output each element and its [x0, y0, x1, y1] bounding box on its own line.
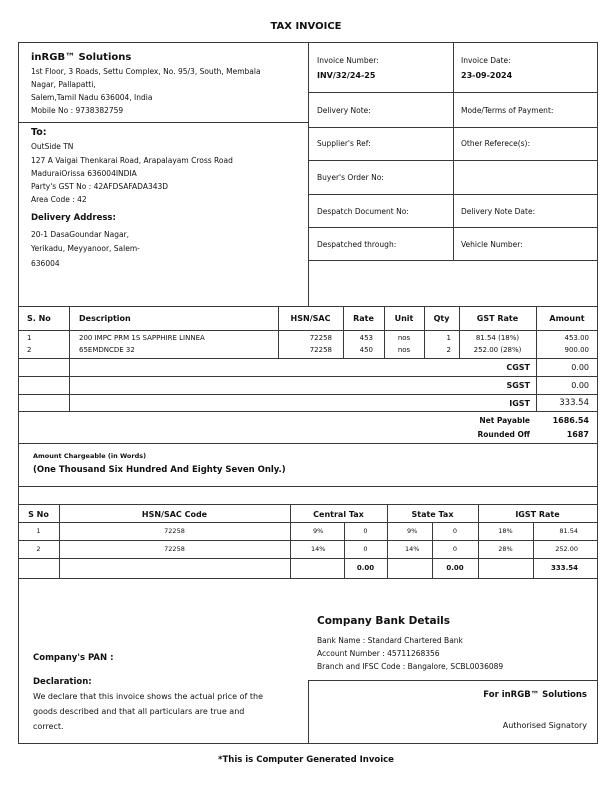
state-amount: 0: [452, 527, 458, 535]
seller-address-line: 1st Floor, 3 Roads, Settu Complex, No. 95/3, South, Membala: [31, 67, 261, 76]
col-header-rate: Rate: [353, 314, 374, 323]
other-refs-label: Other Referece(s):: [461, 139, 530, 148]
delivery-note-date-label: Delivery Note Date:: [461, 207, 536, 216]
col-header-amount: Amount: [549, 314, 585, 323]
delivery-address-line: 636004: [31, 259, 60, 268]
seller-address-line: Nagar, Pallapatti,: [31, 80, 96, 89]
rounded-off-value: 1687: [566, 430, 589, 439]
items-col-line: [69, 306, 70, 411]
item-description: 200 IMPC PRM 1S SAPPHIRE LINNEA: [79, 334, 205, 342]
item-hsn: 72258: [309, 334, 332, 342]
meta-row-line: [308, 194, 598, 195]
igst-amount: 81.54: [559, 527, 578, 535]
col-header-qty: Qty: [433, 314, 450, 323]
state-amount: 0: [452, 545, 458, 553]
sgst-label: SGST: [506, 381, 530, 390]
for-company-label: For inRGB™ Solutions: [483, 690, 587, 700]
state-total: 0.00: [446, 564, 464, 572]
hsn-sno: 1: [36, 527, 41, 535]
hsn-row-line: [18, 540, 598, 541]
item-rate: 453: [359, 334, 373, 342]
border-right: [597, 42, 598, 744]
delivery-note-label: Delivery Note:: [317, 106, 371, 115]
col-header-gst-rate: GST Rate: [476, 314, 519, 323]
hsn-row-line: [18, 522, 598, 523]
tax-row-line: [18, 411, 598, 412]
hsn-header-igst: IGST Rate: [515, 510, 560, 519]
meta-row-line: [308, 127, 598, 128]
meta-row-line: [308, 227, 598, 228]
document-title: TAX INVOICE: [270, 21, 342, 32]
items-top-line: [18, 306, 598, 307]
suppliers-ref-label: Supplier's Ref:: [317, 139, 371, 148]
seller-name: inRGB™ Solutions: [31, 52, 132, 63]
computer-generated-note: *This is Computer Generated Invoice: [218, 755, 394, 765]
cgst-value: 0.00: [571, 363, 589, 372]
igst-rate: 18%: [498, 527, 513, 535]
item-amount: 900.00: [564, 346, 589, 354]
words-top-line: [18, 443, 598, 444]
delivery-address-line: 20-1 DasaGoundar Nagar,: [31, 230, 130, 239]
amount-words-label: Amount Chargeable (in Words): [33, 452, 147, 460]
net-payable-label: Net Payable: [479, 416, 530, 425]
declaration-title: Declaration:: [33, 677, 92, 687]
mode-terms-label: Mode/Terms of Payment:: [461, 106, 554, 115]
igst-value: 333.54: [559, 398, 589, 408]
hsn-row-line: [18, 558, 598, 559]
company-pan-label: Company's PAN :: [33, 653, 114, 663]
buyer-to-label: To:: [31, 127, 47, 138]
declaration-line: correct.: [33, 722, 64, 731]
authorised-signatory: Authorised Signatory: [502, 721, 587, 730]
buyer-line: MaduraiOrissa 636004INDIA: [31, 169, 137, 178]
meta-row-line: [308, 260, 598, 261]
header-mid-divider: [308, 42, 309, 306]
net-payable-value: 1686.54: [552, 416, 589, 425]
despatch-doc-label: Despatch Document No:: [317, 207, 409, 216]
bank-name: Bank Name : Standard Chartered Bank: [317, 636, 463, 645]
bank-details-title: Company Bank Details: [317, 615, 451, 627]
col-header-sno: S. No: [27, 314, 51, 323]
invoice-date-label: Invoice Date:: [461, 56, 511, 65]
central-rate: 14%: [311, 545, 326, 553]
tax-row-line: [18, 376, 598, 377]
hsn-header-central: Central Tax: [313, 510, 364, 519]
bank-account: Account Number : 45711268356: [317, 649, 440, 658]
buyer-line: 127 A Vaigai Thenkarai Road, Arapalayam Cross Road: [31, 156, 233, 165]
igst-total: 333.54: [550, 564, 578, 572]
seller-mobile: Mobile No : 9738382759: [31, 106, 124, 115]
delivery-address-label: Delivery Address:: [31, 213, 116, 223]
cgst-label: CGST: [506, 363, 530, 372]
item-gst-rate: 252.00 (28%): [473, 346, 522, 354]
igst-amount: 252.00: [555, 545, 578, 553]
buyer-line: OutSide TN: [31, 142, 74, 151]
signatory-box-top: [308, 680, 598, 681]
invoice-date: 23-09-2024: [461, 71, 513, 80]
seller-address-line: Salem,Tamil Nadu 636004, India: [31, 93, 153, 102]
seller-divider: [18, 122, 308, 123]
central-total: 0.00: [356, 564, 375, 572]
igst-label: IGST: [509, 399, 530, 408]
meta-row-line: [308, 160, 598, 161]
item-sno: 1: [27, 334, 32, 342]
declaration-line: We declare that this invoice shows the actual price of the: [33, 692, 264, 701]
buyers-order-label: Buyer's Order No:: [317, 173, 384, 182]
hsn-code: 72258: [164, 545, 185, 553]
items-header-line: [18, 330, 598, 331]
despatched-through-label: Despatched through:: [317, 240, 397, 249]
item-sno: 2: [27, 346, 32, 354]
buyer-area-code: Area Code : 42: [31, 195, 87, 204]
item-hsn: 72258: [309, 346, 332, 354]
buyer-gst: Party's GST No : 42AFDSAFADA343D: [31, 182, 169, 191]
hsn-sno: 2: [36, 545, 41, 553]
col-header-hsn: HSN/SAC: [290, 314, 331, 323]
col-header-unit: Unit: [394, 314, 414, 323]
item-description: 65EMDNCDE 32: [79, 346, 135, 354]
central-rate: 9%: [313, 527, 324, 535]
hsn-header-state: State Tax: [411, 510, 454, 519]
hsn-code: 72258: [164, 527, 185, 535]
hsn-top-line: [18, 504, 598, 505]
delivery-address-line: Yerikadu, Meyyanoor, Salem-: [31, 244, 140, 253]
invoice-number-label: Invoice Number:: [317, 56, 379, 65]
hsn-header-sno: S No: [28, 510, 49, 519]
item-gst-rate: 81.54 (18%): [475, 334, 520, 342]
igst-rate: 28%: [498, 545, 513, 553]
hsn-row-line: [18, 578, 598, 579]
item-unit: nos: [397, 334, 411, 342]
state-rate: 14%: [405, 545, 420, 553]
tax-row-line: [18, 394, 598, 395]
item-qty: 1: [446, 334, 451, 342]
signatory-box-left: [308, 680, 309, 744]
meta-row-line: [308, 92, 598, 93]
invoice-number: INV/32/24-25: [317, 71, 376, 80]
vehicle-number-label: Vehicle Number:: [461, 240, 523, 249]
item-qty: 2: [446, 346, 451, 354]
words-bottom-line: [18, 486, 598, 487]
sgst-value: 0.00: [571, 381, 589, 390]
declaration-line: goods described and that all particulars are true and: [33, 707, 245, 716]
border-left: [18, 42, 19, 744]
item-amount: 453.00: [564, 334, 589, 342]
central-amount: 0: [363, 527, 368, 535]
col-header-description: Description: [79, 314, 131, 323]
item-rate: 450: [359, 346, 373, 354]
item-unit: nos: [397, 346, 411, 354]
rounded-off-label: Rounded Off: [477, 430, 530, 439]
central-amount: 0: [363, 545, 368, 553]
hsn-header-code: HSN/SAC Code: [141, 510, 208, 519]
bank-branch-ifsc: Branch and IFSC Code : Bangalore, SCBL0036089: [317, 662, 504, 671]
state-rate: 9%: [407, 527, 418, 535]
amount-words-value: (One Thousand Six Hundred And Eighty Seven Only.): [33, 465, 286, 475]
items-body-line: [18, 358, 598, 359]
